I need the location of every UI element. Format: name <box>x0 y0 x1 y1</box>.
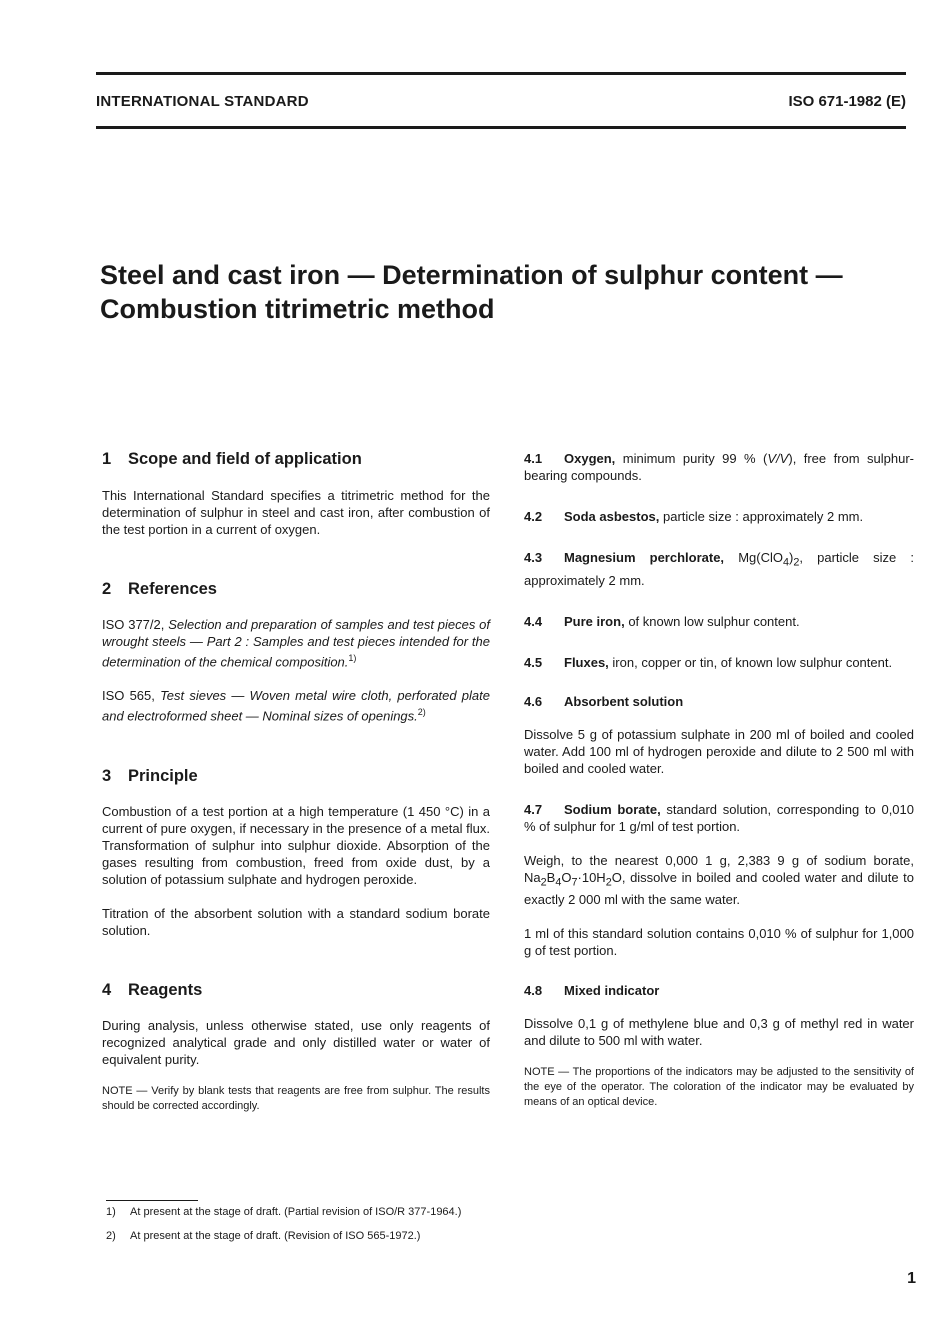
section-1-heading: 1 Scope and field of application <box>102 450 362 468</box>
reagent-4-8-heading: 4.8 Mixed indicator <box>524 983 660 999</box>
reference-iso-377: ISO 377/2, Selection and preparation of samples and test pieces of wrought steels — Part 2 : Samples and test pieces intended for the determination of the chemical composition.$^{1)}$ <box>102 617 490 670</box>
section-4-heading: 4 Reagents <box>102 980 203 999</box>
section-4-note: NOTE — Verify by blank tests that reagents are free from sulphur. The results should be corrected accordingly. <box>102 1084 490 1112</box>
reagent-4-8-note: NOTE — The proportions of the indicators may be adjusted to the sensitivity of the eye of the operator. The coloration of the indicator may be evaluated by means of an optical device. <box>524 1066 914 1109</box>
section-3-heading: 3 Principle <box>102 766 198 785</box>
section-3-principle: Combustion of a test portion at a high temperature (1 450 °C) in a current of pure oxygen, if necessary in the presence of a metal flux. Transformation of sulphur into sulphur dioxide. Absorption of the gases resulting from combustion, freed from oxide dust, by a solution of potassium sulphate and hydrogen peroxide. <box>102 803 490 887</box>
section-2-heading: 2 References <box>102 580 217 598</box>
reagent-4-7-preparation: Weigh, to the nearest 0,000 1 g, 2,383 9 g of sodium borate, $Na_2B_4O_7\cdot 10H_2O$, dissolve in boiled and cooled water and dilute to exactly 2 000 ml with the same water. <box>524 852 914 908</box>
section-1-text: This International Standard specifies a titrimetric method for the determination of sulphur in steel and cast iron, after combustion of the test portion in a current of oxygen. <box>102 488 490 537</box>
reagent-4-3: 4.3 Magnesium perchlorate, $Mg(ClO_4)_2$, particle size : approximately 2 mm. <box>524 550 914 588</box>
right-column <box>524 450 914 1110</box>
reagent-4-6-text: Dissolve 5 g of potassium sulphate in 200 ml of boiled and cooled water. Add 100 ml of hydrogen peroxide and dilute to 2 500 ml with boiled and cooled water. <box>524 726 914 776</box>
title-line-1: Steel and cast iron — Determination of sulphur content — <box>100 260 843 290</box>
reference-iso-565: ISO 565, Test sieves — Woven metal wire cloth, perforated plate and electroformed sheet — Nominal sizes of openings.$^{2)}$ <box>102 688 490 724</box>
page-title <box>100 258 920 326</box>
footnote-rule <box>106 1200 198 1201</box>
reagent-4-7-concentration: 1 ml of this standard solution contains 0,010 % of sulphur for 1,000 g of test portion. <box>524 926 914 959</box>
header-top-rule <box>96 72 906 75</box>
left-column <box>102 450 490 1114</box>
footnote-1: 1) At present at the stage of draft. (Partial revision of ISO/R 377-1964.) <box>106 1206 462 1218</box>
document-type: INTERNATIONAL STANDARD <box>96 93 309 110</box>
reagent-4-1: 4.1 Oxygen, minimum purity 99 % (V/V), free from sulphur-bearing compounds. <box>524 451 914 483</box>
reagent-4-6-heading: 4.6 Absorbent solution <box>524 693 684 709</box>
section-4-text: During analysis, unless otherwise stated, use only reagents of recognized analytical grade and only distilled water or water of equivalent purity. <box>102 1017 490 1067</box>
reagent-4-2: 4.2 Soda asbestos, particle size : approximately 2 mm. <box>524 509 864 524</box>
reagent-4-5: 4.5 Fluxes, iron, copper or tin, of known low sulphur content. <box>524 654 893 670</box>
section-3-titration: Titration of the absorbent solution with a standard sodium borate solution. <box>102 905 490 938</box>
header-bottom-rule <box>96 126 906 129</box>
footnote-2: 2) At present at the stage of draft. (Revision of ISO 565-1972.) <box>106 1230 421 1242</box>
reagent-4-8-text: Dissolve 0,1 g of methylene blue and 0,3 g of methyl red in water and dilute to 500 ml with water. <box>524 1016 914 1049</box>
reagent-4-7: 4.7 Sodium borate, standard solution, corresponding to 0,010 % of sulphur for 1 g/ml of test portion. <box>524 801 914 834</box>
document-reference: ISO 671-1982 (E) <box>788 93 906 110</box>
reagent-4-4: 4.4 Pure iron, of known low sulphur content. <box>524 613 800 629</box>
title-line-2: Combustion titrimetric method <box>100 294 495 324</box>
page-number: 1 <box>907 1270 916 1287</box>
